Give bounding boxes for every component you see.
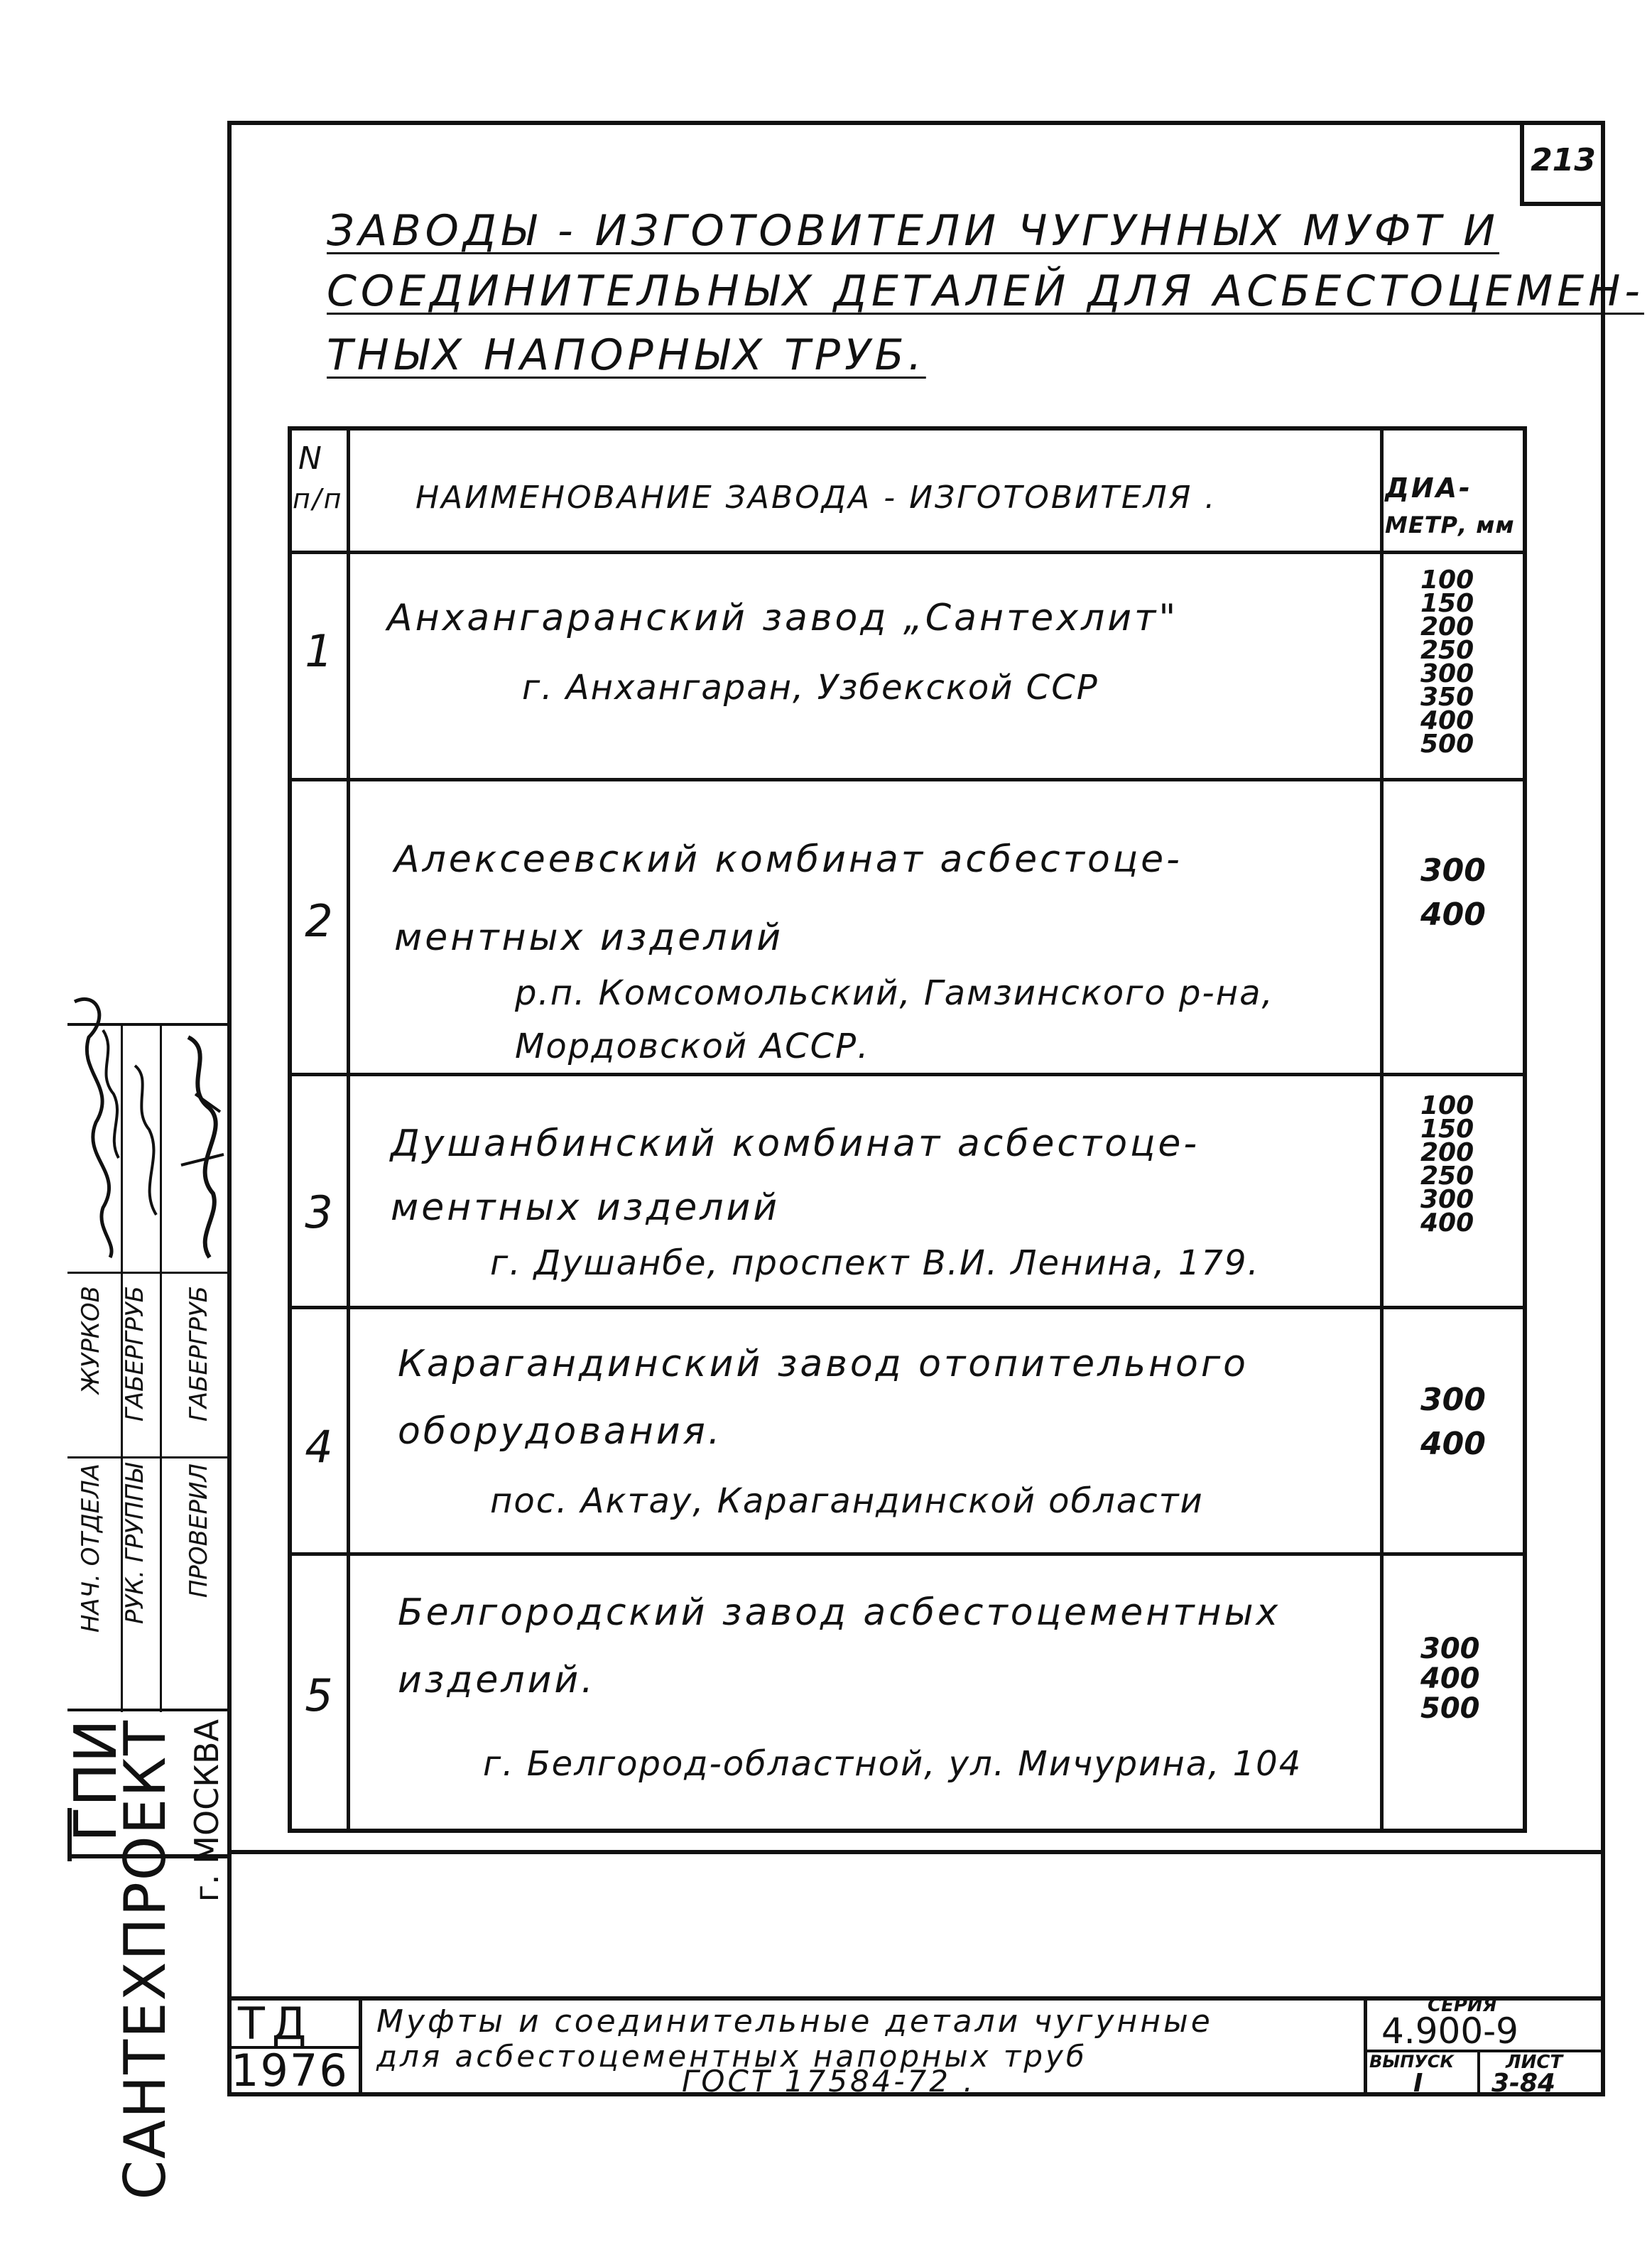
row-diameters <box>1384 1091 1526 1238</box>
issue-label: ВЫПУСК <box>1369 2052 1454 2072</box>
table-row-divider <box>288 1552 1527 1556</box>
stamp-name-2: ГАБЕРГРУБ <box>121 1286 149 1422</box>
row-address-line: г. Анхангаран, Узбекской ССР <box>522 668 1099 708</box>
diameter-value: 150 <box>1420 1115 1474 1144</box>
row-name-line: ментных изделий <box>391 1186 781 1229</box>
row-num: 5 <box>305 1669 333 1721</box>
diameter-value: 100 <box>1420 1091 1474 1120</box>
diameter-value: 250 <box>1420 1162 1474 1191</box>
stamp-role-1: НАЧ. ОТДЕЛА <box>77 1463 105 1633</box>
row-address-line: г. Душанбе, проспект В.И. Ленина, 179. <box>490 1243 1260 1283</box>
row-diameters <box>1384 1378 1526 1466</box>
row-address-line: г. Белгород-областной, ул. Мичурина, 104 <box>483 1744 1303 1784</box>
diameter-value: 400 <box>1420 1208 1474 1238</box>
diameter-value: 200 <box>1420 612 1474 642</box>
row-num: 2 <box>305 895 333 947</box>
stamp-border <box>67 1709 231 1711</box>
title-block-border <box>1477 2050 1480 2096</box>
issue-value: I <box>1413 2069 1423 2098</box>
td-code: ТД <box>238 1998 314 2050</box>
diameter-value: 300 <box>1420 659 1474 688</box>
row-num: 1 <box>305 625 333 677</box>
row-name-line: Анхангаранский завод „Сантехлит" <box>387 597 1179 639</box>
row-address-line: пос. Актау, Карагандинской области <box>490 1481 1204 1521</box>
stamp-org-line1: ГПИ <box>63 1719 130 1843</box>
diameter-value: 400 <box>1420 897 1486 933</box>
row-name-line: Душанбинский комбинат асбестоце- <box>391 1122 1200 1165</box>
diameter-value: 500 <box>1420 730 1474 759</box>
diameter-value: 200 <box>1420 1138 1474 1167</box>
diameter-value: 400 <box>1420 1426 1486 1462</box>
title-block-border <box>1601 1854 1605 2096</box>
row-num: 4 <box>305 1421 333 1473</box>
stamp-org-line3: г. МОСКВА <box>188 1719 226 1903</box>
diameter-value: 250 <box>1420 636 1474 665</box>
diameter-value: 400 <box>1420 1662 1480 1695</box>
row-name-line: оборудования. <box>398 1410 723 1453</box>
row-name-line: Алексеевский комбинат асбестоце- <box>394 838 1183 881</box>
series-value: 4.900-9 <box>1381 2010 1518 2052</box>
diameter-value: 150 <box>1420 589 1474 618</box>
table-row-divider <box>288 551 1527 554</box>
stamp-border <box>67 1456 231 1458</box>
stamp-name-3: ГАБЕРГРУБ <box>185 1286 213 1422</box>
desc-line-2: для асбестоцементных напорных труб <box>376 2039 1087 2074</box>
header-num-line1: N <box>298 440 324 477</box>
row-address-line: Мордовской АССР. <box>515 1027 870 1066</box>
header-num-line2: п/п <box>293 483 344 514</box>
title-block-border <box>227 1996 1605 2001</box>
row-name-line: Белгородский завод асбестоцементных <box>398 1591 1281 1634</box>
row-num: 3 <box>305 1186 333 1238</box>
row-name-line: изделий. <box>398 1659 596 1701</box>
table-row-divider <box>288 778 1527 781</box>
diameter-value: 400 <box>1420 706 1474 735</box>
diameter-value: 300 <box>1420 853 1486 889</box>
row-diameters <box>1384 1634 1526 1723</box>
desc-line-1: Муфты и соединительные детали чугунные <box>376 2003 1213 2040</box>
desc-line-3: ГОСТ 17584-72 . <box>682 2064 976 2099</box>
row-address-line: р.п. Комсомольский, Гамзинского р-на, <box>515 973 1274 1013</box>
stamp-role-2: РУК. ГРУППЫ <box>121 1463 149 1625</box>
row-diameters <box>1384 849 1526 937</box>
signatures-image <box>67 987 231 1265</box>
diameter-value: 500 <box>1420 1692 1480 1725</box>
diameter-value: 100 <box>1420 565 1474 595</box>
stamp-role-3: ПРОВЕРИЛ <box>185 1463 213 1598</box>
diameter-value: 300 <box>1420 1185 1474 1214</box>
sheet-label: ЛИСТ <box>1506 2052 1563 2073</box>
title-line-1: ЗАВОДЫ - ИЗГОТОВИТЕЛИ ЧУГУННЫХ МУФТ И <box>327 206 1500 256</box>
diameter-value: 300 <box>1420 1382 1486 1418</box>
series-label: СЕРИЯ <box>1428 1995 1497 2016</box>
stamp-name-1: ЖУРКОВ <box>77 1286 105 1395</box>
header-diam-line1: ДИА- <box>1385 472 1472 504</box>
table-row-divider <box>288 1073 1527 1076</box>
sheet-value: 3-84 <box>1491 2069 1556 2098</box>
year: 1976 <box>231 2045 349 2096</box>
title-line-2: СОЕДИНИТЕЛЬНЫХ ДЕТАЛЕЙ ДЛЯ АСБЕСТОЦЕМЕН- <box>327 266 1644 316</box>
header-diam-line2: МЕТР, мм <box>1385 512 1515 538</box>
title-block-border <box>1364 1996 1367 2096</box>
title-line-3: ТНЫХ НАПОРНЫХ ТРУБ. <box>327 330 926 380</box>
diameter-value: 300 <box>1420 1633 1480 1665</box>
row-name-line: ментных изделий <box>394 916 784 959</box>
row-name-line: Карагандинский завод отопительного <box>398 1343 1249 1385</box>
row-diameters <box>1384 565 1526 759</box>
table-row-divider <box>288 1306 1527 1309</box>
page-number: 213 <box>1531 142 1596 178</box>
stamp-border <box>67 1272 231 1274</box>
header-name: НАИМЕНОВАНИЕ ЗАВОДА - ИЗГОТОВИТЕЛЯ . <box>415 480 1217 516</box>
diameter-value: 350 <box>1420 683 1474 712</box>
stamp-org-line2: САНТЕХПРОЕКТ <box>112 1719 178 2200</box>
